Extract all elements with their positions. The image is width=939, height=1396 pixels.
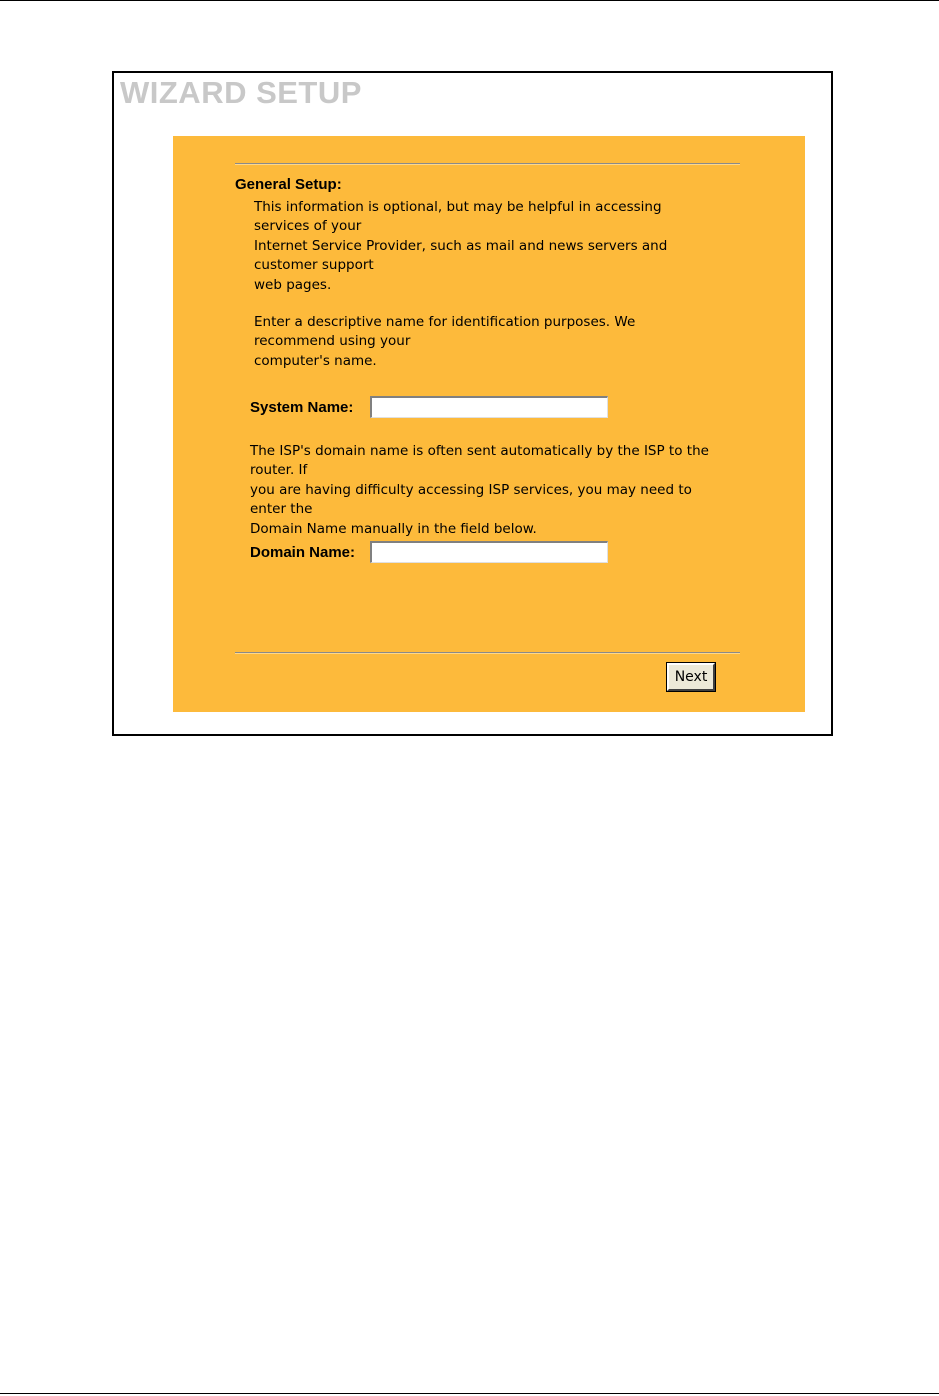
general-setup-panel <box>173 136 805 712</box>
page-bottom-rule <box>0 1393 939 1394</box>
intro-line: customer support <box>254 257 374 274</box>
help-line: enter the <box>250 501 313 518</box>
section-heading: General Setup: <box>235 176 342 193</box>
domain-name-input[interactable] <box>370 541 608 563</box>
help-line: Domain Name manually in the field below. <box>250 520 537 537</box>
wizard-window <box>112 71 833 736</box>
page-top-rule <box>0 0 939 1</box>
domain-name-help-text <box>250 442 709 539</box>
intro-line: Internet Service Provider, such as mail and news servers and <box>254 237 668 254</box>
intro-line: This information is optional, but may be helpful in accessing <box>254 199 662 215</box>
help-line: The ISP's domain name is often sent automatically by the ISP to the <box>250 443 709 459</box>
system-name-input[interactable] <box>370 396 608 418</box>
domain-name-label: Domain Name: <box>250 544 356 561</box>
help-line: you are having difficulty accessing ISP services, you may need to <box>250 481 692 498</box>
next-button[interactable]: Next <box>667 663 715 691</box>
system-name-label: System Name: <box>250 399 354 416</box>
bottom-divider <box>235 652 740 654</box>
help-line: router. If <box>250 462 308 479</box>
system-name-help-text <box>254 313 635 371</box>
help-line: recommend using your <box>254 333 411 350</box>
help-line: computer's name. <box>254 352 377 369</box>
top-divider <box>235 163 740 165</box>
wizard-title: WIZARD SETUP <box>120 75 362 110</box>
intro-text <box>254 198 667 295</box>
intro-line: services of your <box>254 218 362 235</box>
intro-line: web pages. <box>254 276 332 293</box>
help-line: Enter a descriptive name for identification purposes. We <box>254 314 636 330</box>
